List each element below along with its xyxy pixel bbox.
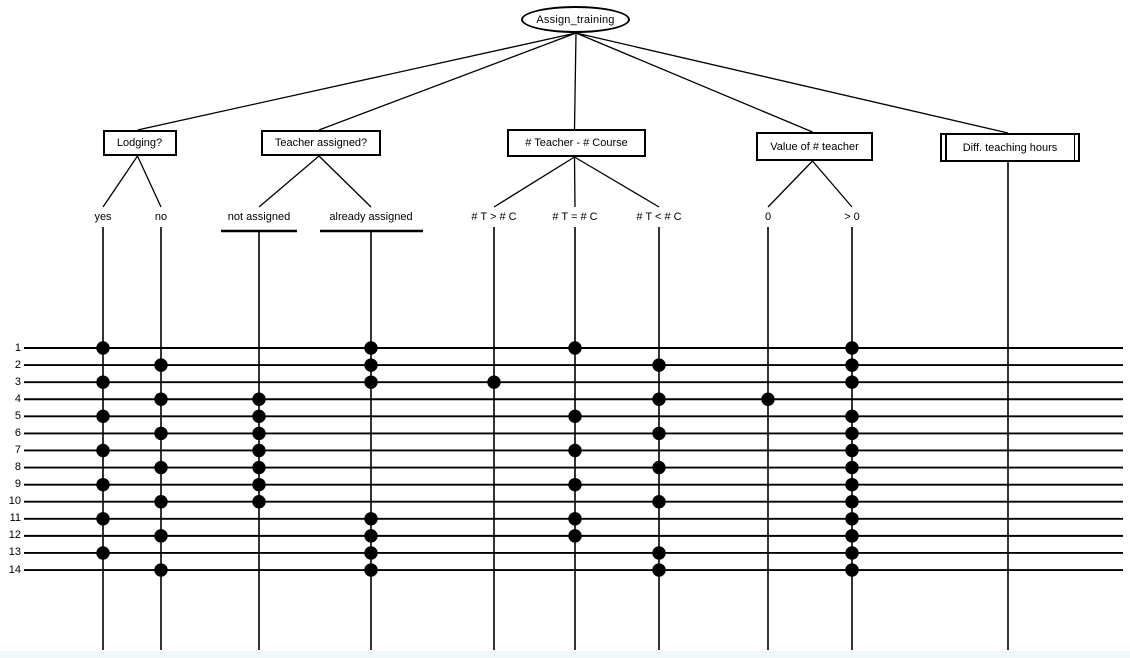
incidence-dot xyxy=(652,563,665,576)
incidence-dot xyxy=(845,375,858,388)
incidence-dot xyxy=(845,512,858,525)
root-node-label: Assign_training xyxy=(536,13,615,26)
incidence-dot xyxy=(568,444,581,457)
row-number-3: 3 xyxy=(14,375,21,388)
edge-line xyxy=(103,156,138,207)
incidence-dot xyxy=(845,341,858,354)
incidence-dot xyxy=(652,495,665,508)
attribute-box-diff-teaching-hours xyxy=(940,133,1080,162)
row-number-2: 2 xyxy=(14,358,21,371)
attribute-box-lodging xyxy=(103,130,177,156)
incidence-dot xyxy=(96,410,109,423)
incidence-dot xyxy=(154,563,167,576)
inner-border-line xyxy=(945,135,947,160)
incidence-dot xyxy=(845,495,858,508)
row-number-6: 6 xyxy=(14,426,21,439)
value-label-t-c: # T > # C xyxy=(471,211,517,223)
edge-line xyxy=(575,33,577,129)
incidence-dot xyxy=(154,495,167,508)
row-number-12: 12 xyxy=(8,529,21,542)
inner-border-line xyxy=(1074,135,1076,160)
incidence-dot xyxy=(252,461,265,474)
edge-line xyxy=(575,157,576,207)
attribute-box-label: Teacher assigned? xyxy=(274,137,368,149)
value-label-already-assigned: already assigned xyxy=(329,211,413,223)
incidence-dot xyxy=(845,444,858,457)
attribute-box-label: Value of # teacher xyxy=(770,140,859,153)
row-number-14: 14 xyxy=(8,563,21,576)
edge-line xyxy=(138,156,162,207)
incidence-dot xyxy=(761,393,774,406)
attribute-box-teacher-assigned xyxy=(261,130,381,156)
incidence-dot xyxy=(96,478,109,491)
attribute-box-value-of-teacher xyxy=(756,132,873,161)
incidence-dot xyxy=(154,461,167,474)
incidence-dot xyxy=(487,375,500,388)
incidence-dot xyxy=(96,341,109,354)
incidence-dot xyxy=(652,393,665,406)
row-number-13: 13 xyxy=(8,546,21,559)
incidence-dot xyxy=(845,529,858,542)
incidence-dot xyxy=(364,341,377,354)
incidence-dot xyxy=(364,512,377,525)
incidence-dot xyxy=(252,427,265,440)
incidence-dot xyxy=(154,393,167,406)
value-label-yes: yes xyxy=(94,211,112,223)
incidence-dot xyxy=(568,529,581,542)
incidence-dot xyxy=(845,478,858,491)
incidence-dot xyxy=(652,546,665,559)
incidence-dot xyxy=(252,495,265,508)
incidence-dot xyxy=(252,444,265,457)
incidence-dot xyxy=(568,478,581,491)
incidence-dot xyxy=(652,358,665,371)
row-number-11: 11 xyxy=(9,512,21,525)
attribute-box-label: # Teacher - # Course xyxy=(525,137,628,149)
value-label-t-c: # T < # C xyxy=(636,211,682,223)
incidence-dot xyxy=(845,563,858,576)
incidence-dot xyxy=(364,529,377,542)
row-number-9: 9 xyxy=(14,478,21,491)
row-number-1: 1 xyxy=(14,341,21,354)
incidence-dot xyxy=(652,461,665,474)
incidence-dot xyxy=(252,478,265,491)
incidence-dot xyxy=(364,358,377,371)
attribute-box-label: Lodging? xyxy=(116,137,163,149)
edge-line xyxy=(259,156,319,207)
row-number-8: 8 xyxy=(14,461,21,474)
edge-line xyxy=(813,161,853,207)
row-number-10: 10 xyxy=(8,495,21,508)
incidence-dot xyxy=(364,375,377,388)
attribute-box-teacher-course xyxy=(507,129,646,157)
incidence-dot xyxy=(96,512,109,525)
edge-line xyxy=(576,33,813,132)
value-label-t-c: # T = # C xyxy=(552,211,598,223)
row-number-7: 7 xyxy=(14,443,21,456)
value-label-no: no xyxy=(154,211,168,223)
incidence-dot xyxy=(845,461,858,474)
root-node xyxy=(521,6,630,33)
value-label-0: > 0 xyxy=(844,211,860,223)
edge-line xyxy=(319,156,371,207)
edge-line xyxy=(494,157,575,207)
incidence-dot xyxy=(96,444,109,457)
incidence-dot xyxy=(568,512,581,525)
edge-line xyxy=(768,161,813,207)
incidence-dot xyxy=(96,375,109,388)
incidence-dot xyxy=(154,529,167,542)
incidence-dot xyxy=(252,393,265,406)
incidence-dot xyxy=(154,427,167,440)
incidence-dot xyxy=(652,427,665,440)
incidence-dot xyxy=(96,546,109,559)
incidence-dot xyxy=(845,427,858,440)
incidence-dot xyxy=(154,358,167,371)
row-number-4: 4 xyxy=(14,392,21,405)
incidence-dot xyxy=(845,546,858,559)
incidence-dot xyxy=(845,358,858,371)
incidence-dot xyxy=(568,410,581,423)
value-label-not-assigned: not assigned xyxy=(227,211,291,223)
edge-line xyxy=(576,33,1008,133)
attribute-box-label: Diff. teaching hours xyxy=(962,141,1058,154)
incidence-dot xyxy=(364,546,377,559)
incidence-dot xyxy=(364,563,377,576)
row-number-5: 5 xyxy=(14,409,21,422)
value-label-0: 0 xyxy=(764,211,772,223)
incidence-dot xyxy=(252,410,265,423)
incidence-dot xyxy=(845,410,858,423)
incidence-dot xyxy=(568,341,581,354)
edge-line xyxy=(575,157,660,207)
scan-edge-artifact xyxy=(0,651,1130,658)
